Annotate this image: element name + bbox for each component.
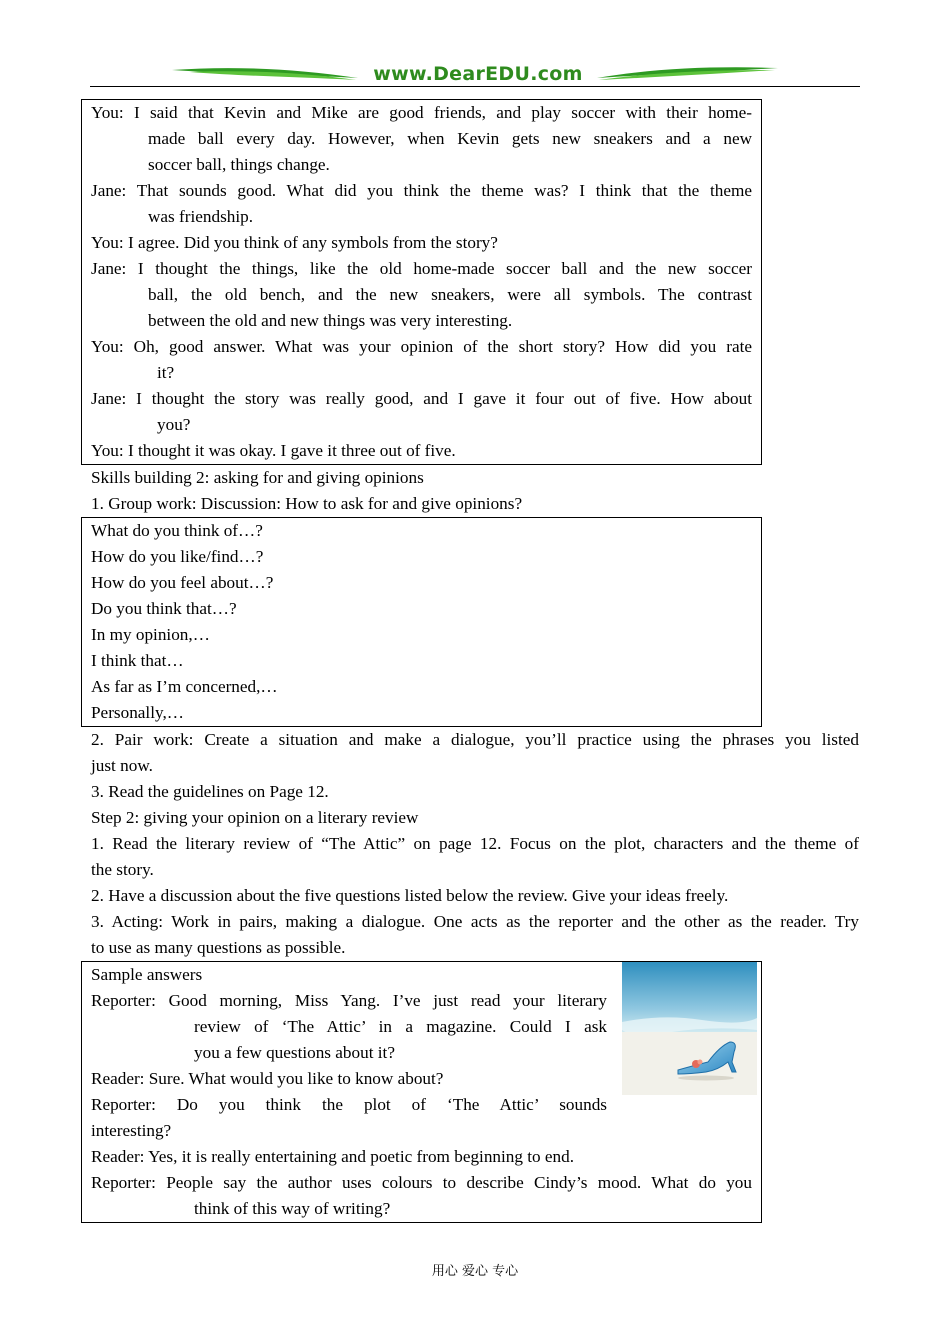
instruction-line: 2. Pair work: Create a situation and make a dialogue, you’ll practice using the phrases you listed bbox=[91, 730, 859, 749]
dialogue-line: between the old and new things was very interesting. bbox=[148, 311, 513, 330]
answer-line: Reporter: Do you think the plot of ‘The Attic’ sounds bbox=[91, 1095, 607, 1114]
dialogue-line: You: I said that Kevin and Mike are good friends, and play soccer with their home- bbox=[91, 103, 752, 122]
instruction-line: 3. Acting: Work in pairs, making a dialogue. One acts as the reporter and the other as the reader. Try bbox=[91, 912, 859, 931]
answer-line: you a few questions about it? bbox=[194, 1043, 395, 1062]
phrase-item: As far as I’m concerned,… bbox=[91, 677, 278, 696]
phrase-item: Do you think that…? bbox=[91, 599, 237, 618]
dialogue-line: You: I thought it was okay. I gave it three out of five. bbox=[91, 441, 456, 460]
dialogue-line: soccer ball, things change. bbox=[148, 155, 330, 174]
answer-line: Reporter: People say the author uses colours to describe Cindy’s mood. What do you bbox=[91, 1173, 752, 1192]
phrase-item: In my opinion,… bbox=[91, 625, 210, 644]
answer-line: Reporter: Good morning, Miss Yang. I’ve just read your literary bbox=[91, 991, 607, 1010]
instruction-line: the story. bbox=[91, 860, 154, 879]
glass-slipper-illustration bbox=[622, 962, 757, 1095]
section-heading: Step 2: giving your opinion on a literary review bbox=[91, 808, 419, 827]
left-swoosh-logo bbox=[170, 64, 360, 84]
dialogue-line: you? bbox=[157, 415, 191, 434]
instruction-line: 2. Have a discussion about the five questions listed below the review. Give your ideas freely. bbox=[91, 886, 729, 905]
dialogue-line: Jane: I thought the story was really good, and I gave it four out of five. How about bbox=[91, 389, 752, 408]
dialogue-line: Jane: That sounds good. What did you think the theme was? I think that the theme bbox=[91, 181, 752, 200]
sample-answers-title: Sample answers bbox=[91, 965, 203, 984]
instruction-line: just now. bbox=[91, 756, 153, 775]
page-header bbox=[90, 60, 860, 90]
dialogue-line: it? bbox=[157, 363, 175, 382]
instruction-line: 3. Read the guidelines on Page 12. bbox=[91, 782, 329, 801]
answer-line: think of this way of writing? bbox=[194, 1199, 391, 1218]
dialogue-line: ball, the old bench, and the new sneakers, were all symbols. The contrast bbox=[148, 285, 752, 304]
phrase-item: How do you like/find…? bbox=[91, 547, 264, 566]
phrase-item: I think that… bbox=[91, 651, 184, 670]
page-footer: 用心 爱心 专心 bbox=[431, 1264, 519, 1279]
section-heading: Skills building 2: asking for and giving opinions bbox=[91, 468, 424, 487]
phrase-item: What do you think of…? bbox=[91, 521, 263, 540]
right-swoosh-logo bbox=[595, 64, 780, 84]
dialogue-line: You: Oh, good answer. What was your opinion of the short story? How did you rate bbox=[91, 337, 752, 356]
dialogue-line: You: I agree. Did you think of any symbols from the story? bbox=[91, 233, 498, 252]
answer-line: interesting? bbox=[91, 1121, 172, 1140]
instruction-line: 1. Read the literary review of “The Attic” on page 12. Focus on the plot, characters and the theme of bbox=[91, 834, 859, 853]
phrase-item: Personally,… bbox=[91, 703, 184, 722]
instruction-line: to use as many questions as possible. bbox=[91, 938, 346, 957]
phrase-item: How do you feel about…? bbox=[91, 573, 274, 592]
answer-line: Reader: Sure. What would you like to know about? bbox=[91, 1069, 444, 1088]
dialogue-line: made ball every day. However, when Kevin gets new sneakers and a new bbox=[148, 129, 752, 148]
answer-line: review of ‘The Attic’ in a magazine. Could I ask bbox=[194, 1017, 607, 1036]
dialogue-line: Jane: I thought the things, like the old home-made soccer ball and the new soccer bbox=[91, 259, 752, 278]
site-brand[interactable]: www.DearEDU.com bbox=[373, 63, 583, 85]
instruction-line: 1. Group work: Discussion: How to ask for and give opinions? bbox=[91, 494, 523, 513]
dialogue-line: was friendship. bbox=[148, 207, 254, 226]
answer-line: Reader: Yes, it is really entertaining and poetic from beginning to end. bbox=[91, 1147, 575, 1166]
header-rule bbox=[90, 86, 860, 87]
